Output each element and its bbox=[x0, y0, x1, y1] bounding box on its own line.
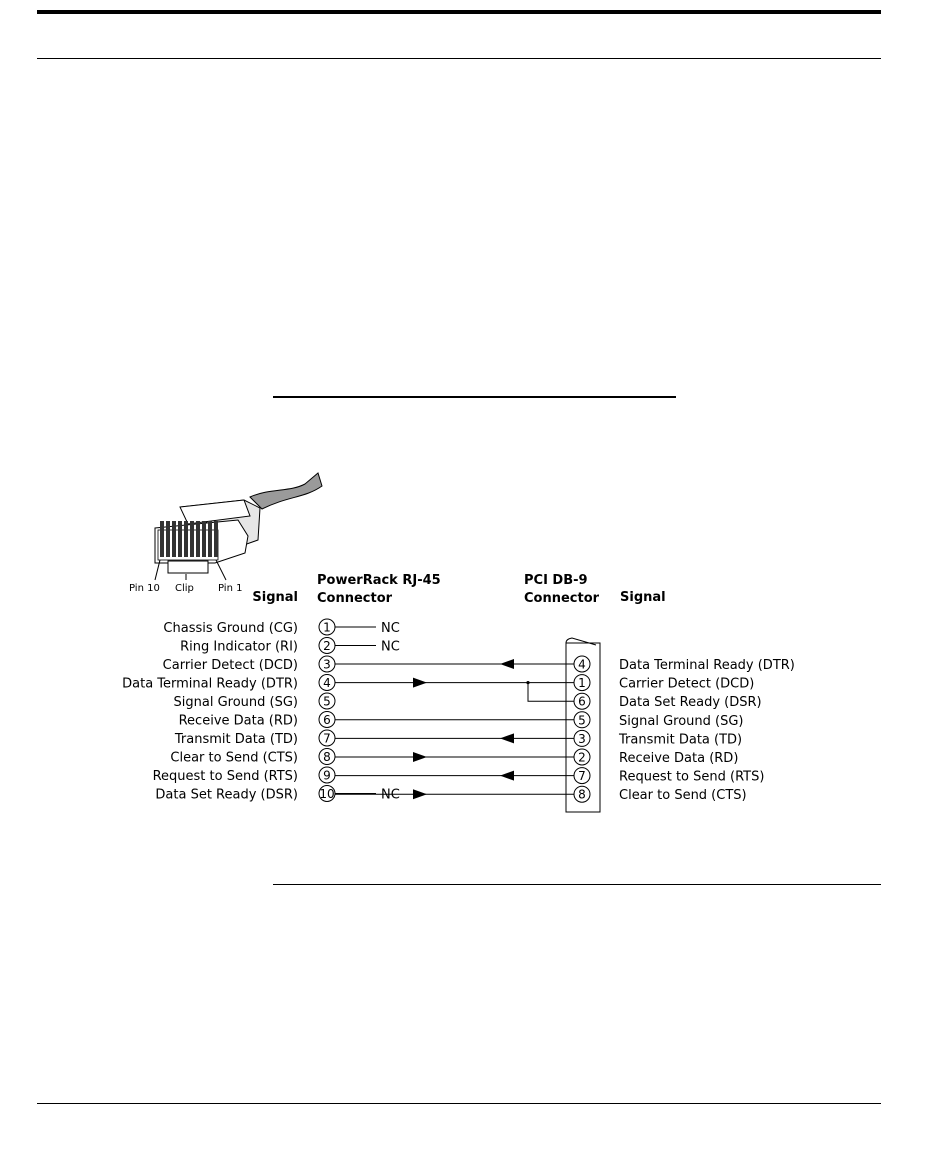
db9-header-line1: PCI DB-9 bbox=[524, 573, 588, 588]
rj45-pin-number: 7 bbox=[323, 731, 331, 746]
pin10-label: Pin 10 bbox=[129, 583, 160, 594]
rj45-signal-label: Carrier Detect (DCD) bbox=[162, 658, 298, 673]
arrow-left-icon bbox=[500, 733, 514, 743]
rj45-signal-label: Ring Indicator (RI) bbox=[180, 639, 298, 655]
db9-pin-number: 2 bbox=[578, 750, 586, 765]
rj45-pin-number: 10 bbox=[319, 787, 335, 801]
db9-signal-label: Signal Ground (SG) bbox=[619, 713, 744, 729]
db9-signal-label: Receive Data (RD) bbox=[619, 751, 739, 766]
signal-left-header: Signal bbox=[252, 590, 298, 605]
clip-label: Clip bbox=[175, 583, 194, 594]
dsr-loopback-wire bbox=[528, 683, 574, 702]
rj45-pin-number: 9 bbox=[323, 768, 331, 783]
rj45-plug-illustration bbox=[129, 473, 322, 594]
nc-label: NC bbox=[381, 639, 400, 655]
rj45-signal-label: Request to Send (RTS) bbox=[152, 769, 298, 784]
db9-signal-label: Transmit Data (TD) bbox=[619, 732, 743, 748]
rj45-header-line1: PowerRack RJ-45 bbox=[317, 573, 441, 588]
db9-pin-number: 1 bbox=[578, 676, 586, 691]
db9-signal-label: Carrier Detect (DCD) bbox=[619, 676, 755, 692]
rj45-pin-number: 6 bbox=[323, 713, 331, 727]
rj45-signal-label: Receive Data (RD) bbox=[178, 713, 298, 729]
signal-right-header: Signal bbox=[620, 590, 666, 605]
rj45-signal-label: Chassis Ground (CG) bbox=[163, 621, 298, 636]
db9-signal-label: Data Terminal Ready (DTR) bbox=[619, 658, 795, 673]
rj45-header-line2: Connector bbox=[317, 591, 393, 606]
db9-header-line2: Connector bbox=[524, 591, 600, 606]
db9-pin-number: 8 bbox=[578, 787, 586, 802]
rj45-pin-number: 1 bbox=[323, 620, 331, 635]
db9-pin-number: 7 bbox=[578, 769, 586, 784]
arrow-right-icon bbox=[413, 752, 427, 762]
db9-pin-number: 5 bbox=[578, 713, 586, 728]
nc-label: NC bbox=[381, 787, 400, 803]
rj45-pin-number: 4 bbox=[323, 676, 331, 690]
db9-signal-label: Data Set Ready (DSR) bbox=[619, 695, 762, 711]
arrow-right-icon bbox=[413, 678, 427, 688]
nc-label: NC bbox=[381, 621, 400, 636]
rj45-signal-label: Clear to Send (CTS) bbox=[170, 750, 298, 766]
pin1-label: Pin 1 bbox=[218, 583, 243, 594]
rj45-pin-number: 3 bbox=[323, 657, 331, 672]
arrow-right-icon bbox=[413, 789, 427, 799]
db9-signal-label: Request to Send (RTS) bbox=[619, 769, 765, 785]
rj45-signal-label: Data Terminal Ready (DTR) bbox=[122, 676, 298, 692]
arrow-left-icon bbox=[500, 771, 514, 781]
rj45-pin-number: 5 bbox=[323, 694, 331, 709]
rj45-signal-label: Data Set Ready (DSR) bbox=[155, 787, 298, 803]
db9-pin-number: 4 bbox=[578, 657, 586, 672]
arrow-left-icon bbox=[500, 659, 514, 669]
db9-pin-number: 6 bbox=[578, 694, 586, 709]
db9-signal-label: Clear to Send (CTS) bbox=[619, 788, 747, 804]
rj45-pin-number: 8 bbox=[323, 750, 331, 764]
rj45-pin-number: 2 bbox=[323, 639, 331, 653]
rj45-signal-label: Transmit Data (TD) bbox=[174, 732, 298, 747]
db9-pin-number: 3 bbox=[578, 731, 586, 746]
rj45-signal-label: Signal Ground (SG) bbox=[173, 695, 298, 710]
